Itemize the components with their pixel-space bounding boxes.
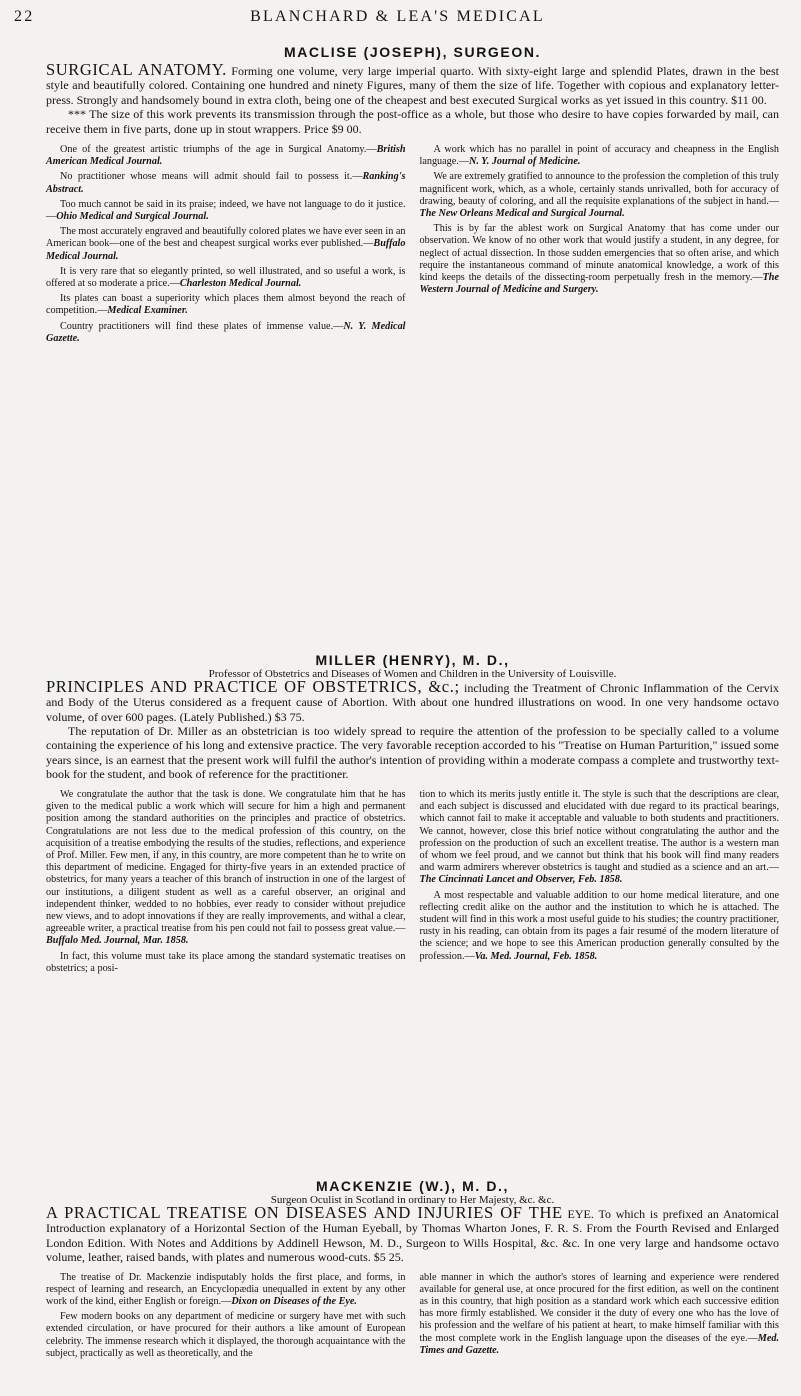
book-title: PRINCIPLES AND PRACTICE OF OBSTETRICS, &c.; xyxy=(46,677,460,696)
review-text: It is very rare that so elegantly printed, so well illustrated, and so useful a work, is offered at so moderate a price.— xyxy=(46,265,406,290)
book-title: SURGICAL ANATOMY. xyxy=(46,60,227,79)
book-description xyxy=(46,1203,780,1265)
running-title: BLANCHARD & LEA'S MEDICAL xyxy=(250,8,545,25)
review-text: This is by far the ablest work on Surgical Anatomy that has come under our observation. We know of no other work that would justify a student, in any degree, for neglect of actual dissection. In those sudden emergencies that so often arise, and which require the instantaneous command of minute anatomical knowledge, a work of this kind keeps the details of the dissecting-room perpetually fresh in the memory.— xyxy=(419,223,779,284)
review-source: Buffalo Medical Journal. xyxy=(46,238,406,262)
review-text: A most respectable and valuable addition to our home medical literature, and one reflecting credit alike on the author and the institution to which he is attached. The student will find in this work a most useful guide to his studies; the country practitioner, rusty in his reading, can obtain from its pages a fair resumé of the modern literature of the science; and we hope to see this American production generally consulted by the profession.— xyxy=(419,889,779,962)
entry-miller xyxy=(46,652,779,978)
book-details: Forming one volume, very large imperial quarto. With sixty-eight large and splendid Plates, drawn in the best style and beautifully colored. Containing one hundred and ninety Figures, many of them the size of life. Together with copious and explanatory letter-press. Strongly and handsomely bound in extra cloth, being one of the cheapest and best executed Surgical works as yet issued in this country. $11 00. xyxy=(46,64,779,107)
review-text: No practitioner whose means will admit should fail to possess it.— xyxy=(60,171,363,183)
review-source: The Western Journal of Medicine and Surgery. xyxy=(419,272,779,296)
review-quote xyxy=(46,951,406,975)
review-quote xyxy=(420,223,780,296)
review-text: One of the greatest artistic triumphs of the age in Surgical Anatomy.— xyxy=(60,144,377,156)
review-quote xyxy=(46,266,406,290)
reviews-left-column xyxy=(46,144,406,348)
review-source: Buffalo Med. Journal, Mar. 1858. xyxy=(46,935,189,947)
author-credentials: Professor of Obstetrics and Diseases of Women and Children in the University of Louisville. xyxy=(208,668,617,680)
review-text: Its plates can boast a superiority which places them almost beyond the reach of competition.— xyxy=(46,293,406,317)
entry-heading: MILLER (HENRY), M. D., xyxy=(315,652,510,668)
review-source: Charleston Medical Journal. xyxy=(179,278,302,290)
review-source: Medical Examiner. xyxy=(107,305,188,317)
reviews-left-column xyxy=(46,1272,406,1363)
review-quote xyxy=(420,1272,780,1357)
review-text: Country practitioners will find these plates of immense value.— xyxy=(60,320,344,332)
entry-maclise xyxy=(46,44,779,348)
review-text: tion to which its merits justly entitle it. The style is such that the descriptions are clear, and each subject is discussed and elucidated with due regard to its practical bearings, which cannot fail to make it acceptable and valuable to both students and practitioners. We cannot, however, close this brief notice without congratulating the author and the profession on the production of such an excellent treatise. The author is a western man of whom we feel proud, and we cannot but think that his book will find many readers and warm admirers wherever obstetrics is taught and studied as a science and an art.— xyxy=(419,789,779,874)
review-quote xyxy=(420,144,780,168)
review-text: Too much cannot be said in its praise; indeed, we have not language to do it justice.— xyxy=(46,198,406,223)
review-quote xyxy=(46,199,406,223)
review-quote xyxy=(46,226,406,263)
review-source: Va. Med. Journal, Feb. 1858. xyxy=(474,950,598,962)
review-source: Ranking's Abstract. xyxy=(46,171,406,195)
review-source: British American Medical Journal. xyxy=(46,144,406,168)
review-text: Few modern books on any department of medicine or surgery have met with such extended circulation, or have procured for their authors a like amount of European celebrity. The immense research which it displayed, the thorough acquaintance with the subject, practically as well as theoretically, and the xyxy=(46,1311,406,1359)
review-quote xyxy=(420,171,780,220)
review-quote xyxy=(46,293,406,317)
entry-mackenzie xyxy=(46,1178,779,1363)
reviews-right-column xyxy=(420,144,780,299)
book-description xyxy=(46,677,779,724)
review-quote xyxy=(46,1311,406,1360)
review-source: Dixon on Diseases of the Eye. xyxy=(231,1296,357,1308)
review-quote xyxy=(46,321,406,345)
review-quote xyxy=(46,171,406,195)
running-head xyxy=(14,8,781,30)
review-quote xyxy=(420,890,780,963)
review-source: N. Y. Medical Gazette. xyxy=(46,320,406,344)
review-source: The New Orleans Medical and Surgical Journal. xyxy=(419,208,625,220)
review-text: We are extremely gratified to announce to the profession the completion of this truly magnificent work, which, as a whole, certainly stands unrivalled, both for accuracy of drawing, beauty of coloring, and all the requisite explanations of the subject in hand.— xyxy=(419,171,779,207)
book-note: *** The size of this work prevents its transmission through the post-office as a whole, but those who desire to have copies forwarded by mail, can receive them in five parts, done up in stout wrappers. Price $9 00. xyxy=(46,107,779,136)
book-title: A PRACTICAL TREATISE ON DISEASES AND INJURIES OF THE xyxy=(46,1203,563,1222)
review-text: The treatise of Dr. Mackenzie indisputably holds the first place, and forms, in respect of learning and research, an Encyclopædia unequalled in extent by any other work of the kind, either English or foreign.— xyxy=(46,1271,406,1308)
review-source: The Cincinnati Lancet and Observer, Feb. 1858. xyxy=(419,874,623,886)
book-description xyxy=(46,60,779,107)
review-quote xyxy=(46,144,406,168)
book-details: including the Treatment of Chronic Inflammation of the Cervix and Body of the Uterus considered as a frequent cause of Abortion. With about one hundred illustrations on wood. In one very handsome octavo volume, of over 600 pages. (Lately Published.) $3 75. xyxy=(46,681,779,724)
review-source: Med. Times and Gazette. xyxy=(419,1332,779,1356)
review-source: Ohio Medical and Surgical Journal. xyxy=(56,211,209,223)
reviews-left-column xyxy=(46,789,406,978)
review-text: We congratulate the author that the task is done. We congratulate him that he has given to the medical public a work which will secure for him a high and permanent position among the standard authorities on the principles and practice of obstetrics. Congratulations are not less due to the medical profession of this country, on the acquisition of a treatise embodying the results of the studies, reflections, and experience of Prof. Miller. Few men, if any, in this country, are more competent than he to write on this department of medicine. Engaged for thirty-five years in an extended practice of obstetrics, for many years a teacher of this branch of instruction in one of the largest of our institutions, a diligent student as well as a careful observer, an original and independent thinker, wedded to no hobbies, ever ready to consider without prejudice new views, and to adopt innovations if they are really improvements, and withal a clear, agreeable writer, a practical treatise from his pen could not fail to possess great value.— xyxy=(46,789,406,935)
review-text: able manner in which the author's stores of learning and experience were rendered available for general use, at once procured for the first edition, as well on the continent as in this country, that high position as a standard work which each successive edition has more firmly established. We consider it the duty of every one who has the love of his profession and the welfare of his patient at heart, to make himself familiar with this the most complete work in the English language upon the diseases of the eye.— xyxy=(419,1271,779,1344)
review-source: N. Y. Journal of Medicine. xyxy=(469,156,581,168)
reviews-right-column xyxy=(420,1272,780,1360)
book-intro: The reputation of Dr. Miller as an obstetrician is too widely spread to require the attention of the profession to be specially called to a volume containing the experience of his long and extensive practice. The very favorable reception accorded to his "Treatise on Human Parturition," issued some years since, is an earnest that the present work will fulfil the author's intention of providing within a moderate compass a complete and trustworthy text-book for the student, and book of reference for the practitioner. xyxy=(46,724,779,781)
page-number: 22 xyxy=(14,8,35,25)
review-quote xyxy=(46,1272,406,1309)
entry-heading: MACLISE (JOSEPH), SURGEON. xyxy=(283,44,542,60)
review-text: A work which has no parallel in point of accuracy and cheapness in the English language.— xyxy=(419,144,779,168)
reviews xyxy=(46,789,779,978)
entry-heading: MACKENZIE (W.), M. D., xyxy=(315,1178,510,1194)
author-credentials: Surgeon Oculist in Scotland in ordinary to Her Majesty, &c. &c. xyxy=(270,1194,555,1206)
reviews xyxy=(46,144,779,348)
review-quote xyxy=(420,789,780,887)
reviews xyxy=(46,1272,779,1363)
reviews-right-column xyxy=(420,789,780,966)
review-quote xyxy=(46,789,406,948)
review-text: The most accurately engraved and beautifully colored plates we have ever seen in an American book—one of the best and cheapest surgical works ever published.— xyxy=(46,226,406,250)
book-details: EYE. To which is prefixed an Anatomical Introduction explanatory of a Horizontal Section of the Human Eyeball, by Thomas Wharton Jones, F. R. S. From the Fourth Revised and Enlarged London Edition. With Notes and Additions by Addinell Hewson, M. D., Surgeon to Wills Hospital, &c. &c. In one very large and handsome octavo volume, leather, raised bands, with plates and numerous wood-cuts. $5 25. xyxy=(46,1207,780,1265)
review-text: In fact, this volume must take its place among the standard systematic treatises on obstetrics; a posi- xyxy=(46,950,406,974)
